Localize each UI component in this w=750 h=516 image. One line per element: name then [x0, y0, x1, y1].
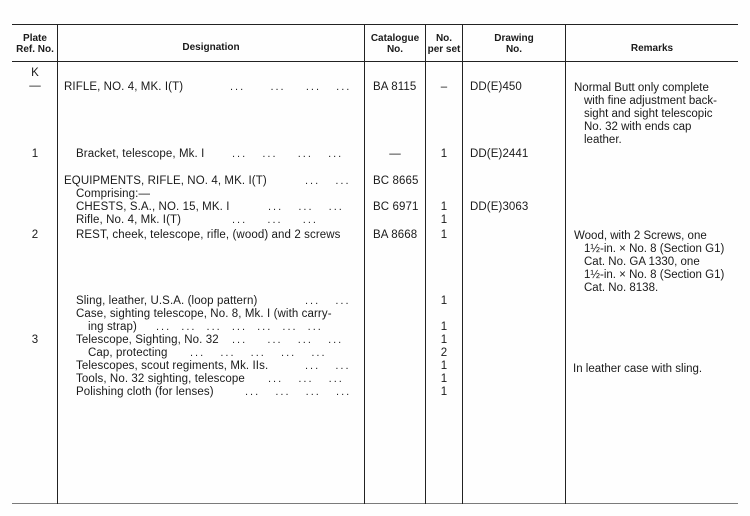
designation-cap: Cap, protecting — [88, 347, 168, 359]
plate-dash: — — [29, 80, 41, 92]
leader-dots: ... ... ... — [232, 214, 318, 226]
header-catalogue-line2: No. — [386, 44, 404, 55]
remarks-rest-line: 1½-in. × No. 8 (Section G1) — [584, 269, 725, 281]
per-set-scout: 1 — [440, 360, 448, 372]
remarks-rest-line: Cat. No. GA 1330, one — [584, 256, 700, 268]
leader-dots: ... ... ... ... ... ... ... — [156, 321, 323, 333]
designation-case-line2: ing strap) — [88, 321, 137, 333]
designation-rifle-no4: Rifle, No. 4, Mk. I(T) — [76, 214, 182, 226]
leader-dots: ... ... ... ... — [230, 81, 352, 93]
remarks-rifle-line: Normal Butt only complete — [574, 82, 709, 94]
designation-rest: REST, cheek, telescope, rifle, (wood) and 2 screws — [76, 229, 341, 241]
leader-dots: ... ... ... — [268, 373, 344, 385]
designation-polishing: Polishing cloth (for lenses) — [76, 386, 214, 398]
catalogue-rifle: BA 8115 — [373, 81, 417, 93]
leader-dots: ... ... — [305, 360, 351, 372]
per-set-chests: 1 — [440, 201, 448, 213]
per-set-rest: 1 — [440, 229, 448, 241]
header-drawing-line1: Drawing — [494, 33, 534, 44]
column-divider-1 — [57, 24, 58, 504]
leader-dots: ... ... ... ... — [232, 148, 344, 160]
designation-tools: Tools, No. 32 sighting, telescope — [76, 373, 245, 385]
per-set-polishing: 1 — [440, 386, 448, 398]
per-set-cap: 2 — [440, 347, 448, 359]
plate-telescope: 3 — [31, 334, 39, 346]
designation-rifle: RIFLE, NO. 4, MK. I(T) — [64, 81, 184, 93]
per-set-rifle-no4: 1 — [440, 214, 448, 226]
per-set-telescope: 1 — [440, 334, 448, 346]
leader-dots: ... ... ... ... — [232, 334, 344, 346]
leader-dots: ... ... — [305, 175, 351, 187]
column-divider-2 — [364, 24, 365, 504]
remarks-rifle-line: sight and sight telescopic — [584, 108, 713, 120]
drawing-chests: DD(E)3063 — [470, 201, 529, 213]
plate-bracket: 1 — [31, 148, 39, 160]
remarks-rest-line: Wood, with 2 Screws, one — [574, 230, 707, 242]
remarks-rifle-line: leather. — [584, 134, 622, 146]
remarks-rest-line: 1½-in. × No. 8 (Section G1) — [584, 243, 725, 255]
designation-telescope: Telescope, Sighting, No. 32 — [76, 334, 219, 346]
designation-comprising: Comprising:— — [76, 188, 151, 200]
header-drawing-line2: No. — [505, 44, 523, 55]
plate-rest: 2 — [31, 229, 39, 241]
leader-dots: ... ... ... — [268, 201, 344, 213]
header-per-set-line2: per set — [427, 44, 461, 55]
header-plate-ref-line2: Ref. No. — [16, 44, 54, 55]
leader-dots: ... ... ... ... — [245, 386, 352, 398]
table-bottom-rule — [12, 503, 738, 504]
column-divider-5 — [565, 24, 566, 504]
per-set-tools: 1 — [440, 373, 448, 385]
designation-sling: Sling, leather, U.S.A. (loop pattern) — [76, 295, 258, 307]
designation-chests: CHESTS, S.A., NO. 15, MK. I — [76, 201, 230, 213]
per-set-case: 1 — [440, 321, 448, 333]
header-catalogue-line1: Catalogue — [370, 33, 420, 44]
header-per-set-line1: No. — [435, 33, 453, 44]
per-set-bracket: 1 — [440, 148, 448, 160]
per-set-sling: 1 — [440, 295, 448, 307]
catalogue-chests: BC 6971 — [373, 201, 419, 213]
table-top-rule — [12, 24, 738, 25]
drawing-bracket: DD(E)2441 — [470, 148, 529, 160]
catalogue-equipments: BC 8665 — [373, 175, 419, 187]
per-set-rifle: – — [440, 81, 448, 93]
leader-dots: ... ... ... ... ... — [190, 347, 327, 359]
designation-case-line1: Case, sighting telescope, No. 8, Mk. I (with carry- — [76, 308, 332, 320]
header-remarks: Remarks — [630, 43, 674, 54]
catalogue-bracket: — — [389, 148, 401, 160]
catalogue-rest: BA 8668 — [373, 229, 418, 241]
header-plate-ref — [12, 33, 58, 55]
leader-dots: ... ... — [305, 295, 351, 307]
designation-scout: Telescopes, scout regiments, Mk. IIs. — [76, 360, 269, 372]
header-per-set — [426, 33, 462, 55]
table-header-rule — [12, 61, 738, 62]
remarks-rest-line: Cat. No. 8138. — [584, 282, 659, 294]
remarks-rifle-line: with fine adjustment back- — [584, 95, 717, 107]
designation-equipments: EQUIPMENTS, RIFLE, NO. 4, MK. I(T) — [64, 175, 267, 187]
header-catalogue — [365, 33, 425, 55]
designation-bracket: Bracket, telescope, Mk. I — [76, 148, 205, 160]
column-divider-3 — [425, 24, 426, 504]
remarks-scout: In leather case with sling. — [573, 363, 703, 375]
header-designation: Designation — [182, 42, 240, 53]
header-plate-ref-line1: Plate — [23, 33, 47, 44]
plate-k: K — [31, 67, 39, 79]
remarks-rifle-line: No. 32 with ends cap — [584, 121, 692, 133]
column-divider-4 — [462, 24, 463, 504]
drawing-rifle: DD(E)450 — [470, 81, 522, 93]
header-drawing — [463, 33, 565, 55]
